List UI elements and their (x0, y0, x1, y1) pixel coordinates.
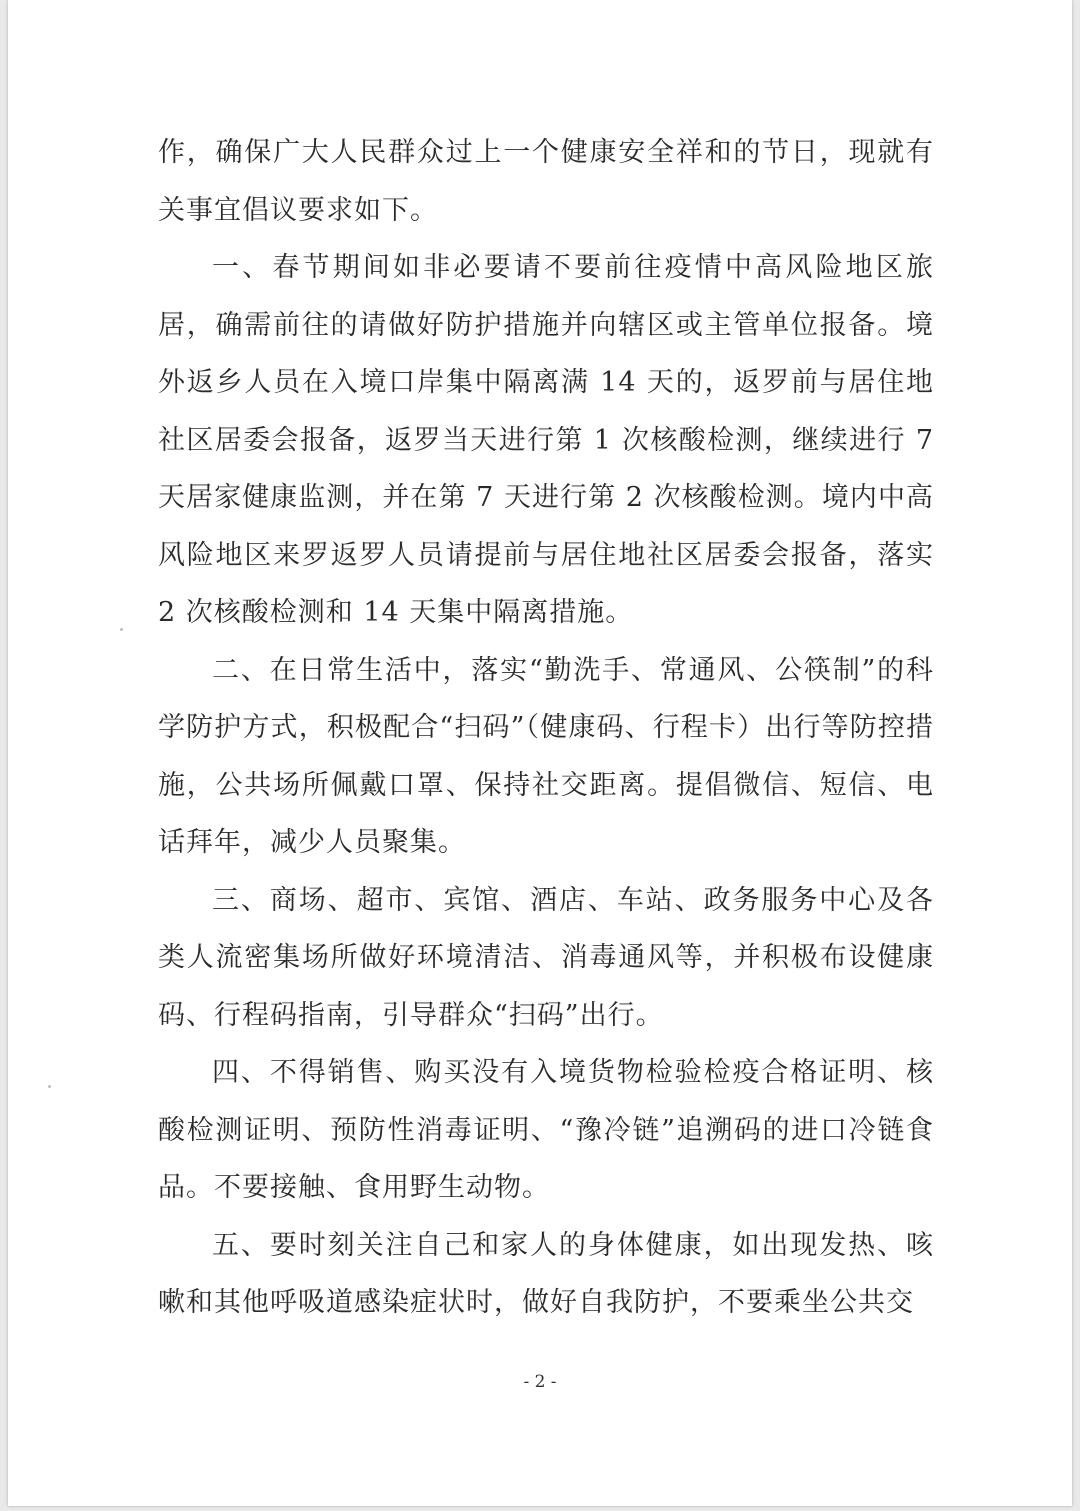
paragraph-continuation: 作，确保广大人民群众过上一个健康安全祥和的节日，现就有关事宜倡议要求如下。 (158, 137, 934, 226)
page-number: - 2 - (523, 1372, 557, 1392)
paragraph-item-1: 一、春节期间如非必要请不要前往疫情中高风险地区旅居，确需前往的请做好防护措施并向辖区或主管单位报备。境外返乡人员在入境口岸集中隔离满 14 天的，返罗前与居住地社区居委会报备，返罗当天进行第 1 次核酸检测，继续进行 7 天居家健康监测，并在第 7 天进行第 2 次核酸检测。境内中高风险地区来罗返罗人员请提前与居住地社区居委会报备，落实 2 次核酸检测和 14 天集中隔离措施。 (158, 252, 934, 628)
document-page (8, 0, 1072, 1506)
paragraph-item-4: 四、不得销售、购买没有入境货物检验检疫合格证明、核酸检测证明、预防性消毒证明、“豫冷链”追溯码的进口冷链食品。不要接触、食用野生动物。 (158, 1057, 934, 1203)
scan-speck (120, 628, 123, 631)
paragraph-item-3: 三、商场、超市、宾馆、酒店、车站、政务服务中心及各类人流密集场所做好环境清洁、消毒通风等，并积极布设健康码、行程码指南，引导群众“扫码”出行。 (158, 884, 934, 1031)
paragraph-item-5: 五、要时刻关注自己和家人的身体健康，如出现发热、咳嗽和其他呼吸道感染症状时，做好自我防护，不要乘坐公共交 (158, 1229, 934, 1318)
document-body (158, 124, 934, 1332)
paragraph-item-2: 二、在日常生活中，落实“勤洗手、常通风、公筷制”的科学防护方式，积极配合“扫码”（健康码、行程卡）出行等防控措施，公共场所佩戴口罩、保持社交距离。提倡微信、短信、电话拜年，减少人员聚集。 (158, 654, 934, 858)
scan-speck (48, 1085, 51, 1088)
